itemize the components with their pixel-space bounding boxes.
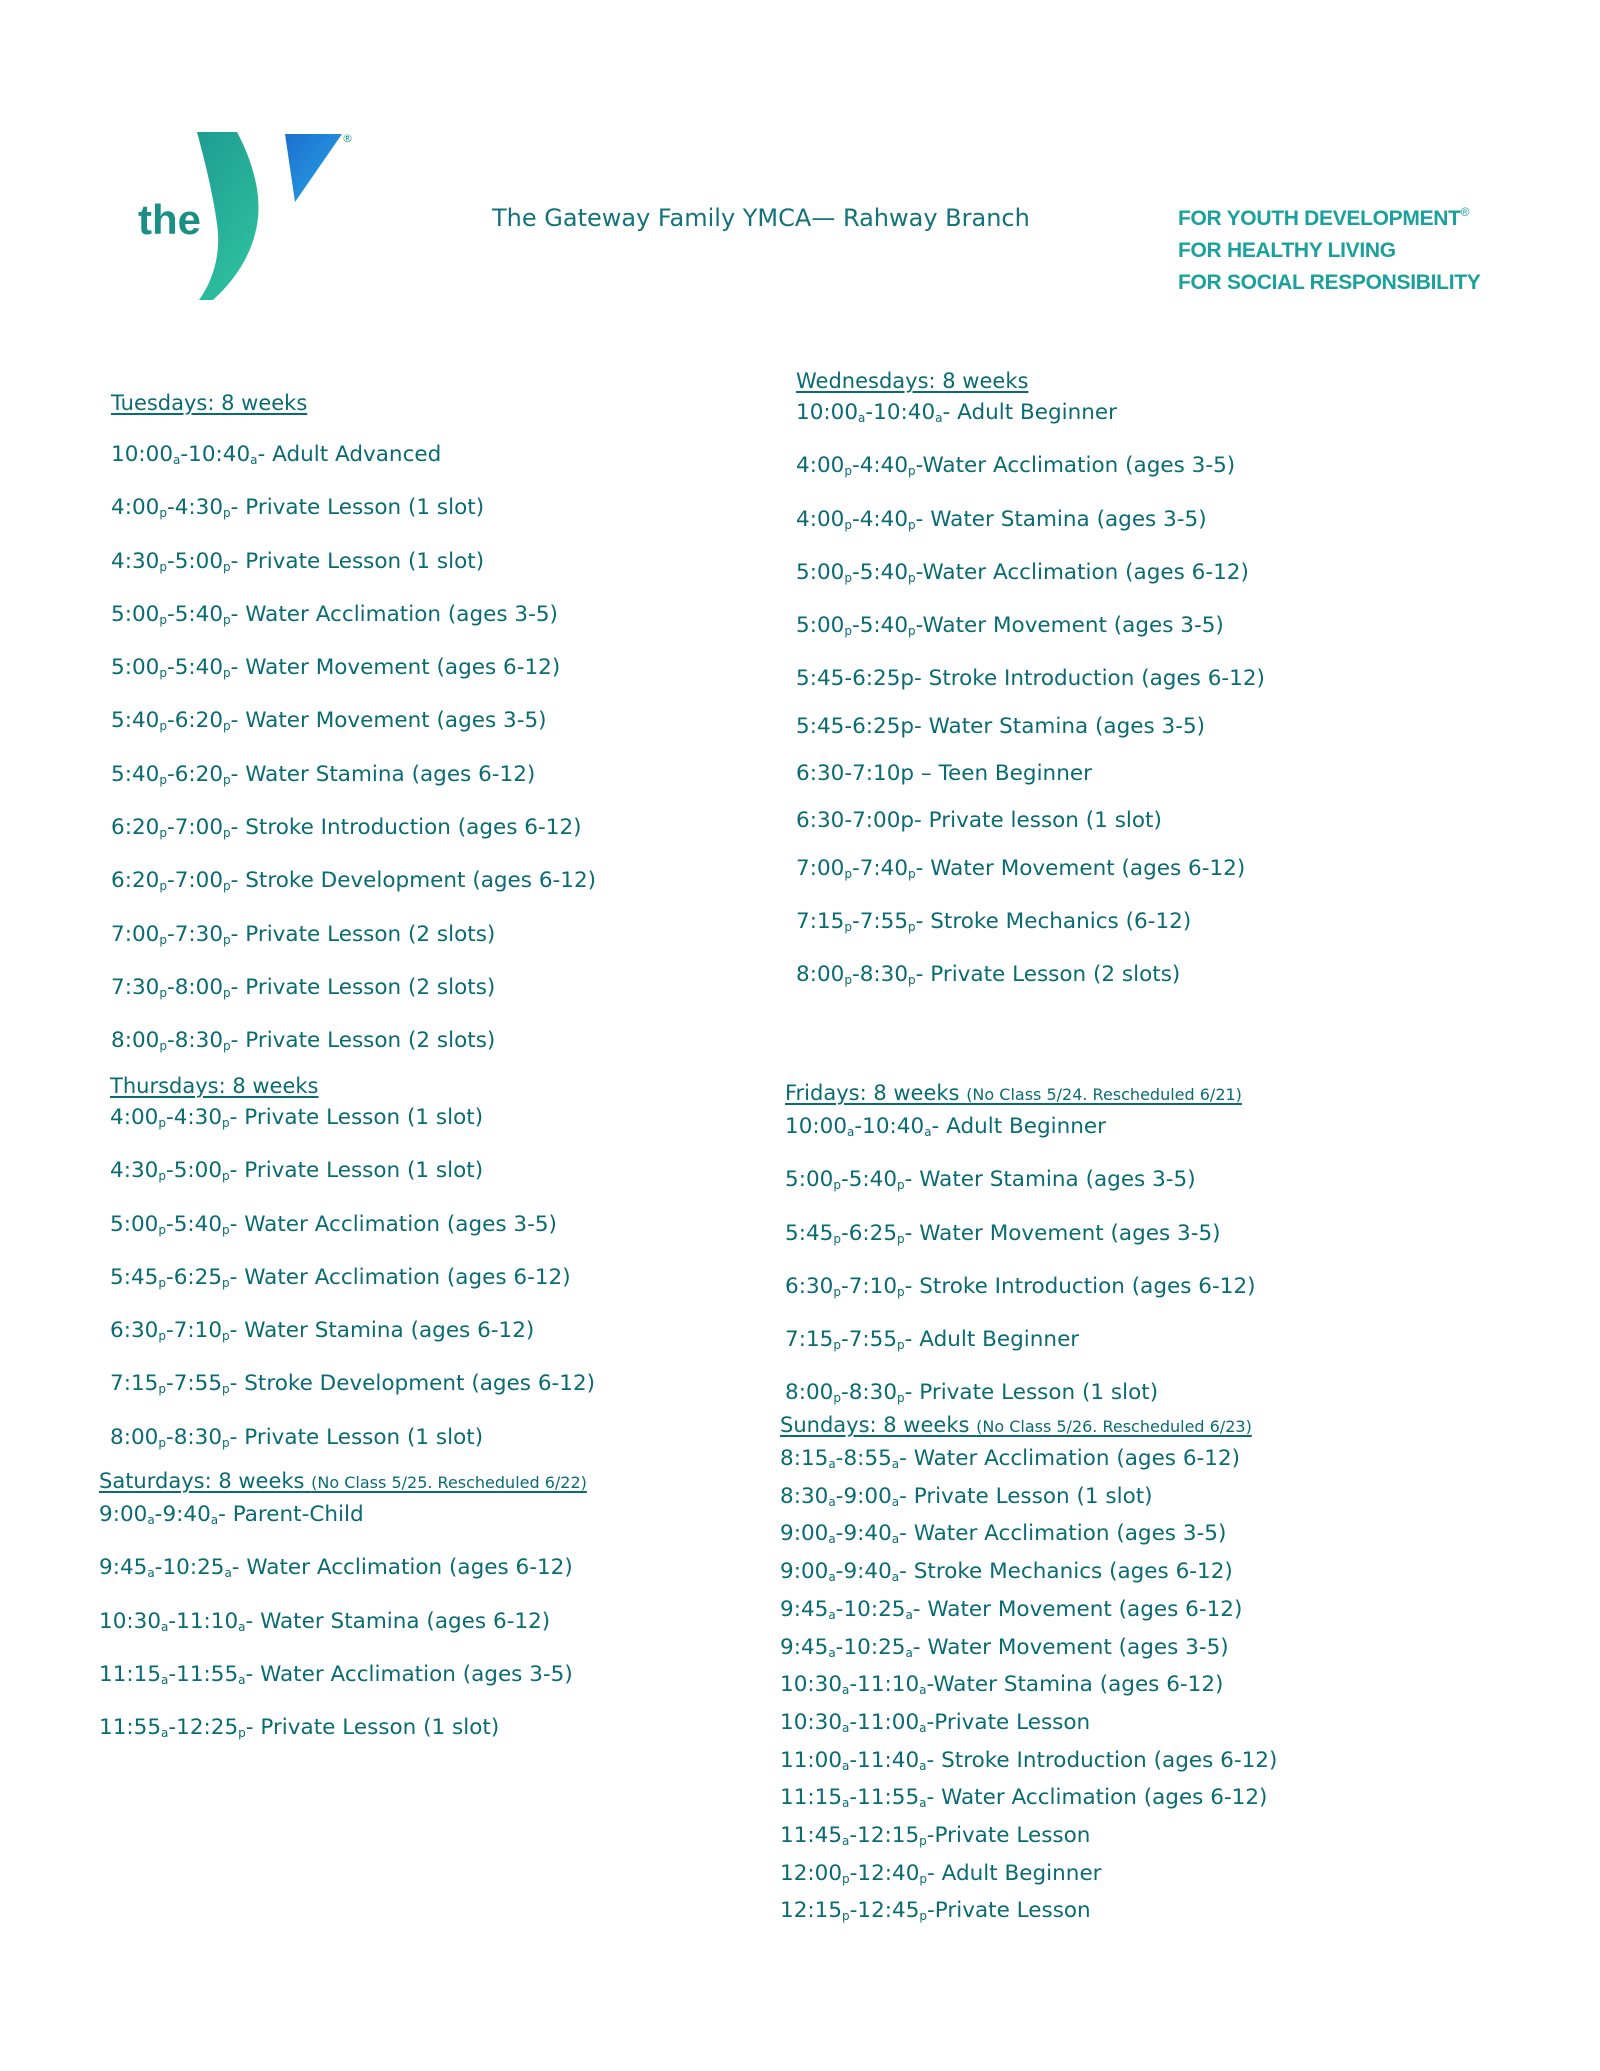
schedule-entry: $5:40_p-6:20_p-$ Water Stamina (ages 6-12) (111, 761, 536, 787)
schedule-entry: $5:00_p-5:40_p-$ Water Acclimation (ages 3-5) (110, 1211, 557, 1237)
schedule-entry: $10:30_a-11:10_a-$ Water Stamina (ages 6-12) (99, 1608, 551, 1634)
schedule-entry: $5:00_p-5:40_p$-Water Movement (ages 3-5) (796, 613, 1224, 639)
friday-note: (No Class 5/24. Rescheduled 6/21) (966, 1085, 1242, 1104)
schedule-entry: $9:00_a-9:40_a-$ Parent-Child (99, 1502, 364, 1527)
friday-entries (785, 1103, 1256, 1423)
schedule-entry: $4:00_p-4:40_p-$ Water Stamina (ages 3-5) (796, 506, 1207, 532)
tuesday-schedule (111, 388, 596, 1071)
logo-blue-triangle (285, 134, 342, 202)
schedule-entry: $7:15_p-7:55_p-$ Adult Beginner (785, 1327, 1080, 1353)
tuesday-heading: Tuesdays: 8 weeks (111, 391, 308, 415)
schedule-entry: $5:45_p-6:25_p-$ Water Movement (ages 3-5) (785, 1220, 1221, 1246)
saturday-heading: Saturdays: 8 weeks (No Class 5/25. Rescheduled 6/22) (99, 1469, 587, 1493)
saturday-note: (No Class 5/25. Rescheduled 6/22) (311, 1473, 587, 1492)
schedule-entry: $5:45_p-6:25_p-$ Water Acclimation (ages 6-12) (110, 1264, 571, 1290)
schedule-entry: 5:45-6:25p- Water Stamina (ages 3-5) (796, 713, 1206, 739)
schedule-entry: $11:45_a-12:15_p$-Private Lesson (780, 1823, 1091, 1849)
schedule-entry: $6:30_p-7:10_p-$ Stroke Introduction (ages 6-12) (785, 1273, 1256, 1299)
schedule-entry: $11:15_a-11:55_a-$ Water Acclimation (ages 3-5) (99, 1661, 573, 1687)
schedule-entry: $5:40_p-6:20_p-$ Water Movement (ages 3-5) (111, 708, 547, 734)
schedule-entry: $7:15_p-7:55_p-$ Stroke Mechanics (6-12) (796, 908, 1192, 934)
sunday-heading: Sundays: 8 weeks (No Class 5/26. Rescheduled 6/23) (780, 1413, 1252, 1437)
tagline-registered-mark: ® (1460, 205, 1470, 219)
schedule-entry: $7:30_p-8:00_p-$ Private Lesson (2 slots) (111, 974, 496, 1000)
logo-y-shape (197, 132, 259, 300)
friday-heading: Fridays: 8 weeks (No Class 5/24. Rescheduled 6/21) (785, 1081, 1242, 1105)
schedule-entry: $8:30_a-9:00_a-$ Private Lesson (1 slot) (780, 1483, 1153, 1509)
tagline-line-1: FOR YOUTH DEVELOPMENT® (1178, 205, 1470, 230)
schedule-entry: $10:00_a-10:40_a-$ Adult Beginner (785, 1114, 1106, 1139)
saturday-entries (99, 1491, 587, 1757)
tagline-line-2: FOR HEALTHY LIVING (1178, 239, 1396, 262)
schedule-entry: $11:55_a-12:25_p-$ Private Lesson (1 slot) (99, 1715, 500, 1741)
schedule-entry: $4:30_p-5:00_p-$ Private Lesson (1 slot) (110, 1158, 484, 1184)
wednesday-schedule (796, 366, 1265, 1005)
logo-registered-mark: ® (342, 132, 353, 145)
schedule-entry: $10:00_a-10:40_a-$ Adult Beginner (796, 400, 1117, 425)
schedule-entry: $10:30_a-11:00_a$-Private Lesson (780, 1709, 1091, 1735)
schedule-entry: $8:00_p-8:30_p-$ Private Lesson (2 slots) (111, 1028, 496, 1054)
schedule-entry: $6:20_p-7:00_p-$ Stroke Introduction (ages 6-12) (111, 815, 582, 841)
schedule-entry: $8:00_p-8:30_p-$ Private Lesson (1 slot) (785, 1380, 1159, 1406)
schedule-entry: $12:15_p-12:45_p$-Private Lesson (780, 1898, 1091, 1924)
schedule-entry: $7:15_p-7:55_p-$ Stroke Development (ages 6-12) (110, 1371, 596, 1397)
thursday-schedule (110, 1071, 595, 1467)
schedule-entry: $9:45_a-10:25_a-$ Water Acclimation (ages 6-12) (99, 1555, 573, 1581)
schedule-entry: $8:00_p-8:30_p-$ Private Lesson (1 slot) (110, 1424, 484, 1450)
schedule-entry: $4:30_p-5:00_p-$ Private Lesson (1 slot) (111, 548, 485, 574)
page-title: The Gateway Family YMCA— Rahway Branch (492, 204, 1030, 232)
schedule-entry: $8:15_a-8:55_a-$ Water Acclimation (ages 6-12) (780, 1446, 1241, 1471)
schedule-entry: $6:20_p-7:00_p-$ Stroke Development (ages 6-12) (111, 868, 597, 894)
schedule-entry: $11:15_a-11:55_a-$ Water Acclimation (ages 6-12) (780, 1785, 1268, 1811)
schedule-entry: $12:00_p-12:40_p-$ Adult Beginner (780, 1860, 1102, 1886)
schedule-entry: $4:00_p-4:30_p-$ Private Lesson (1 slot) (111, 495, 485, 521)
schedule-entry: $10:00_a-10:40_a-$ Adult Advanced (111, 442, 442, 467)
sunday-entries (780, 1443, 1277, 1933)
sunday-schedule (780, 1410, 1277, 1933)
thursday-entries (110, 1094, 595, 1467)
schedule-entry: $9:45_a-10:25_a-$ Water Movement (ages 3-5) (780, 1634, 1229, 1660)
sunday-note: (No Class 5/26. Rescheduled 6/23) (976, 1417, 1252, 1436)
schedule-entry: $4:00_p-4:40_p$-Water Acclimation (ages 3-5) (796, 453, 1236, 479)
schedule-entry: $9:00_a-9:40_a-$ Water Acclimation (ages 3-5) (780, 1521, 1227, 1547)
schedule-entry: $7:00_p-7:40_p-$ Water Movement (ages 6-12) (796, 855, 1246, 881)
friday-schedule (785, 1078, 1256, 1423)
schedule-entry: $6:30_p-7:10_p-$ Water Stamina (ages 6-12) (110, 1318, 535, 1344)
schedule-entry: $9:00_a-9:40_a-$ Stroke Mechanics (ages 6-12) (780, 1559, 1233, 1585)
thursday-heading: Thursdays: 8 weeks (110, 1074, 319, 1098)
logo-text: the (138, 196, 201, 243)
schedule-entry: $8:00_p-8:30_p-$ Private Lesson (2 slots) (796, 962, 1181, 988)
tagline-line-3: FOR SOCIAL RESPONSIBILITY (1178, 271, 1481, 294)
schedule-entry: 5:45-6:25p- Stroke Introduction (ages 6-12) (796, 666, 1265, 692)
schedule-entry: $5:00_p-5:40_p-$ Water Movement (ages 6-12) (111, 655, 561, 681)
schedule-entry: $10:30_a-11:10_a$-Water Stamina (ages 6-12) (780, 1672, 1224, 1698)
logo-vertical-text: YMCA (254, 236, 284, 278)
saturday-schedule (99, 1466, 587, 1757)
ymca-logo (133, 128, 363, 308)
wednesday-heading: Wednesdays: 8 weeks (796, 369, 1029, 393)
schedule-entry: $4:00_p-4:30_p-$ Private Lesson (1 slot) (110, 1105, 484, 1130)
schedule-entry: 6:30-7:00p- Private lesson (1 slot) (796, 808, 1162, 834)
schedule-entry: $11:00_a-11:40_a-$ Stroke Introduction (ages 6-12) (780, 1747, 1278, 1773)
schedule-entry: $5:00_p-5:40_p$-Water Acclimation (ages 6-12) (796, 559, 1249, 585)
schedule-entry: $5:00_p-5:40_p-$ Water Acclimation (ages 3-5) (111, 601, 558, 627)
tagline (1178, 196, 1508, 299)
tuesday-entries (111, 431, 596, 1071)
schedule-entry: $7:00_p-7:30_p-$ Private Lesson (2 slots) (111, 921, 496, 947)
schedule-entry: 6:30-7:10p – Teen Beginner (796, 761, 1092, 787)
wednesday-entries (796, 389, 1265, 1005)
schedule-entry: $9:45_a-10:25_a-$ Water Movement (ages 6-12) (780, 1596, 1243, 1622)
schedule-entry: $5:00_p-5:40_p-$ Water Stamina (ages 3-5) (785, 1167, 1196, 1193)
